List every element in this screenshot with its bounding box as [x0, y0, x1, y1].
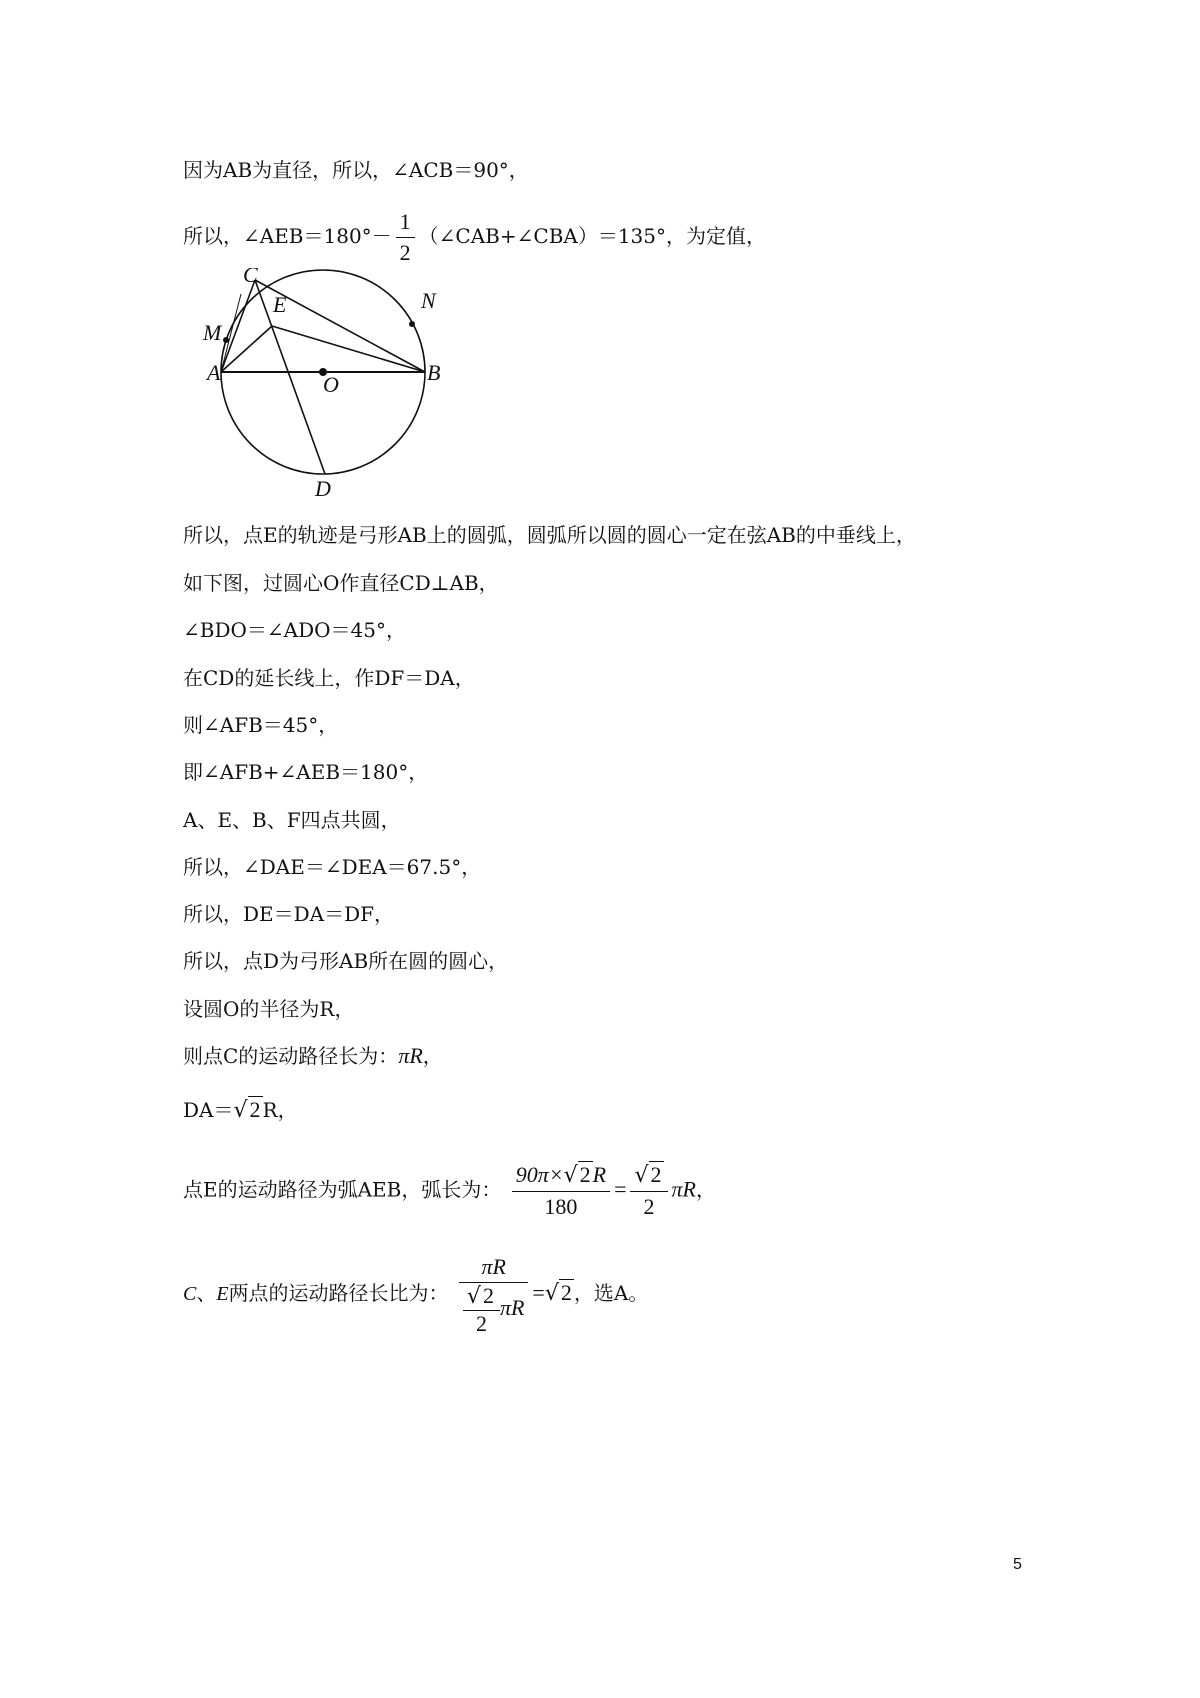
text-line-2-end: （∠CAB+∠CBA）＝135°，为定值，	[418, 224, 767, 248]
arc-length-denominator: 180	[512, 1191, 610, 1222]
sqrt-2: √2	[233, 1097, 261, 1123]
fraction-denominator: 2	[396, 237, 415, 268]
text-line-17	[183, 1252, 648, 1337]
label-b: B	[427, 360, 441, 385]
text-line-3: 所以，点E的轨迹是弓形AB上的圆弧，圆弧所以圆的圆心一定在弦AB的中垂线上，	[183, 523, 916, 547]
two-denominator: 2	[630, 1191, 667, 1222]
sqrt2-numerator: √2	[634, 1162, 662, 1188]
ratio-denominator: $\frac{√2}{2}$ πR	[459, 1282, 529, 1337]
page-number: 5	[1013, 1556, 1022, 1573]
text-line-10: 所以，∠DAE＝∠DEA＝67.5°，	[183, 855, 482, 879]
ratio-numerator: πR	[481, 1254, 506, 1279]
sqrt2-over-2-fraction	[630, 1160, 667, 1222]
inner-fraction: $\frac{√2}{2}$	[463, 1283, 500, 1337]
label-a: A	[207, 360, 221, 385]
text-line-2	[183, 207, 766, 268]
point-n	[409, 321, 415, 327]
sqrt-radicand: 2	[249, 1097, 261, 1122]
label-e-inline: E	[216, 1283, 229, 1305]
text-line-14-end: ，	[422, 1044, 443, 1068]
point-m	[223, 337, 229, 343]
segment-eb	[272, 326, 425, 372]
math-pi-r-2: πR	[671, 1176, 696, 1202]
text-line-7: 则∠AFB＝45°，	[183, 713, 339, 737]
text-line-8: 即∠AFB+∠AEB＝180°，	[183, 760, 429, 784]
text-line-2-start: 所以，∠AEB＝180°－	[183, 224, 392, 248]
label-c: C	[243, 268, 258, 287]
text-line-13: 设圆O的半径为R，	[183, 997, 355, 1021]
fraction-numerator: 1	[399, 209, 411, 234]
equals-sign: =	[614, 1176, 627, 1202]
ratio-fraction	[459, 1252, 529, 1337]
segment-ac-outer	[221, 294, 241, 372]
arc-length-fraction	[512, 1160, 610, 1222]
text-line-17-start: 两点的运动路径长比为：	[228, 1281, 449, 1305]
text-line-6: 在CD的延长线上，作DF＝DA，	[183, 666, 475, 690]
text-line-5: ∠BDO＝∠ADO＝45°，	[183, 618, 406, 642]
ratio-equals: =	[532, 1280, 545, 1305]
segment-ca	[221, 280, 255, 372]
text-line-16-start: 点E的运动路径为弧AEB，弧长为：	[183, 1177, 502, 1202]
label-m: M	[203, 320, 222, 345]
text-line-11: 所以，DE＝DA＝DF，	[183, 902, 395, 926]
text-line-16	[183, 1160, 716, 1222]
text-line-15	[183, 1096, 298, 1125]
label-d: D	[315, 476, 331, 498]
separator: 、	[196, 1281, 217, 1305]
text-line-17-end: ，选A。	[573, 1281, 649, 1305]
label-c-inline: C	[183, 1283, 197, 1305]
text-line-16-end: ，	[695, 1177, 716, 1202]
math-pi-r: πR	[398, 1043, 423, 1068]
text-line-4: 如下图，过圆心O作直径CD⊥AB，	[183, 571, 499, 595]
ratio-result: √2	[544, 1280, 572, 1306]
label-n: N	[421, 288, 436, 313]
geometry-figure	[195, 268, 455, 498]
text-line-9: A、E、B、F四点共圆，	[183, 808, 401, 832]
label-e: E	[273, 292, 287, 317]
segment-cd	[255, 280, 325, 474]
text-line-14	[183, 1042, 443, 1070]
label-o: O	[323, 372, 339, 397]
text-line-15-start: DA＝	[183, 1098, 234, 1122]
text-line-15-end: R，	[262, 1098, 298, 1122]
arc-length-numerator: 90π×√2R	[515, 1162, 607, 1188]
fraction-one-half	[396, 207, 415, 268]
text-line-12: 所以，点D为弓形AB所在圆的圆心，	[183, 949, 509, 973]
text-line-1: 因为AB为直径，所以，∠ACB＝90°，	[183, 158, 529, 182]
text-line-14-start: 则点C的运动路径长为：	[183, 1044, 399, 1068]
